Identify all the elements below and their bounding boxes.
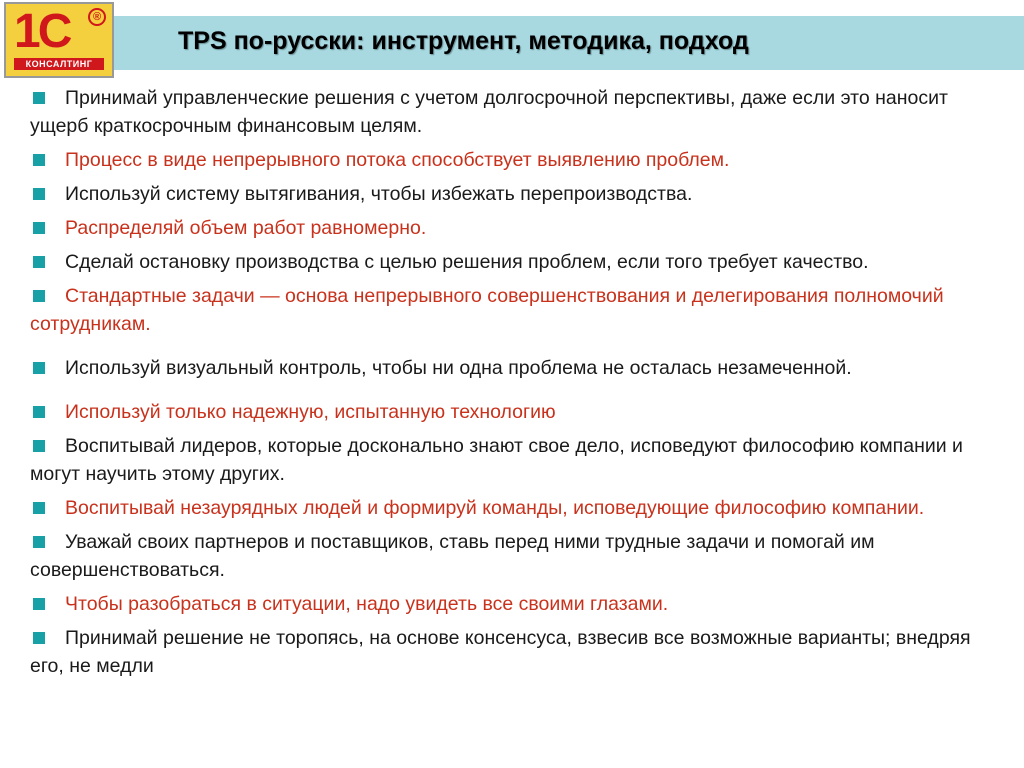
registered-mark-icon: ® bbox=[88, 8, 106, 26]
square-bullet-icon bbox=[33, 440, 45, 452]
title-bar bbox=[114, 16, 1024, 70]
square-bullet-icon bbox=[33, 406, 45, 418]
square-bullet-icon bbox=[33, 154, 45, 166]
list-item bbox=[30, 84, 1005, 140]
square-bullet-icon bbox=[33, 188, 45, 200]
logo-sub-text: КОНСАЛТИНГ bbox=[14, 58, 104, 70]
list-item-text: Процесс в виде непрерывного потока способствует выявлению проблем. bbox=[65, 149, 730, 171]
list-item-text: Распределяй объем работ равномерно. bbox=[65, 217, 427, 239]
list-item bbox=[30, 528, 1005, 584]
list-item bbox=[30, 180, 1005, 208]
logo-main-text: 1С bbox=[14, 5, 70, 58]
square-bullet-icon bbox=[33, 632, 45, 644]
list-item bbox=[30, 398, 1005, 426]
list-item-text: Принимай решение не торопясь, на основе консенсуса, взвесив все возможные варианты; внедряя его, не медли bbox=[30, 627, 971, 677]
square-bullet-icon bbox=[33, 92, 45, 104]
list-item-text: Воспитывай лидеров, которые досконально знают свое дело, исповедуют философию компании и могут научить этому других. bbox=[30, 435, 963, 485]
list-item-text: Чтобы разобраться в ситуации, надо увидеть все своими глазами. bbox=[65, 593, 669, 615]
list-item-text: Принимай управленческие решения с учетом долгосрочной перспективы, даже если это наносит ущерб краткосрочным финансовым целям. bbox=[30, 87, 948, 137]
bullet-list bbox=[30, 84, 1005, 686]
square-bullet-icon bbox=[33, 222, 45, 234]
list-item bbox=[30, 354, 1005, 382]
list-item-text: Используй визуальный контроль, чтобы ни одна проблема не осталась незамеченной. bbox=[65, 357, 852, 379]
company-logo bbox=[4, 2, 114, 78]
list-item bbox=[30, 214, 1005, 242]
list-item-text: Стандартные задачи — основа непрерывного совершенствования и делегирования полномочий сотрудникам. bbox=[30, 285, 944, 335]
list-item bbox=[30, 146, 1005, 174]
square-bullet-icon bbox=[33, 502, 45, 514]
list-item bbox=[30, 282, 1005, 338]
list-item-text: Уважай своих партнеров и поставщиков, ставь перед ними трудные задачи и помогай им совершенствоваться. bbox=[30, 531, 875, 581]
list-item-text: Используй систему вытягивания, чтобы избежать перепроизводства. bbox=[65, 183, 693, 205]
list-item-text: Воспитывай незаурядных людей и формируй команды, исповедующие философию компании. bbox=[65, 497, 925, 519]
list-item bbox=[30, 432, 1005, 488]
list-item-text: Сделай остановку производства с целью решения проблем, если того требует качество. bbox=[65, 251, 869, 273]
list-item bbox=[30, 494, 1005, 522]
square-bullet-icon bbox=[33, 536, 45, 548]
page-title: TPS по-русски: инструмент, методика, подход bbox=[178, 27, 749, 55]
square-bullet-icon bbox=[33, 256, 45, 268]
list-item bbox=[30, 590, 1005, 618]
list-item bbox=[30, 248, 1005, 276]
list-item-text: Используй только надежную, испытанную технологию bbox=[65, 401, 556, 423]
list-item bbox=[30, 624, 1005, 680]
square-bullet-icon bbox=[33, 598, 45, 610]
square-bullet-icon bbox=[33, 290, 45, 302]
square-bullet-icon bbox=[33, 362, 45, 374]
